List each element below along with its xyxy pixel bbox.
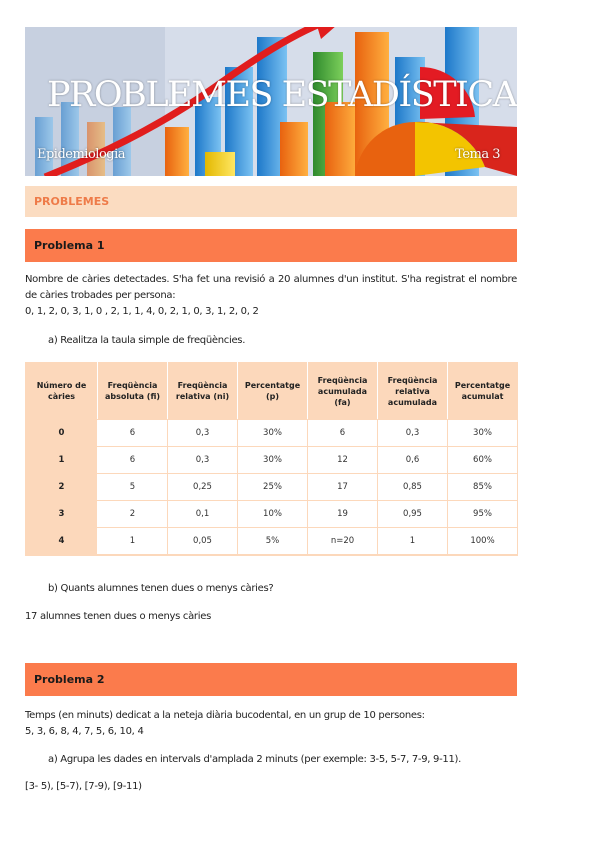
section-header bbox=[25, 186, 517, 217]
header-cell: Freqüència acumulada (fa) bbox=[308, 363, 378, 420]
table-cell: 17 bbox=[308, 474, 378, 501]
problem-2-statement: Temps (en minuts) dedicat a la neteja diària bucodental, en un grup de 10 persones: bbox=[25, 710, 425, 721]
table-header-row bbox=[26, 363, 518, 420]
header-cell: Número de càries bbox=[26, 363, 98, 420]
table-cell: 30% bbox=[448, 420, 518, 447]
table-row bbox=[26, 528, 518, 556]
table-cell: 6 bbox=[98, 447, 168, 474]
table-cell: 0,25 bbox=[168, 474, 238, 501]
table-cell: 95% bbox=[448, 501, 518, 528]
problem-1-question-b: b) Quants alumnes tenen dues o menys càries? bbox=[48, 583, 274, 594]
table-cell: 30% bbox=[238, 447, 308, 474]
table-cell: 0,1 bbox=[168, 501, 238, 528]
table-cell: 5% bbox=[238, 528, 308, 556]
table-row bbox=[26, 474, 518, 501]
table-cell: n=20 bbox=[308, 528, 378, 556]
table-cell: 0,95 bbox=[378, 501, 448, 528]
topic-label: Tema 3 bbox=[455, 147, 500, 162]
table-cell: 85% bbox=[448, 474, 518, 501]
section-title: PROBLEMES bbox=[34, 195, 110, 208]
table-row bbox=[26, 447, 518, 474]
problem-2-question-a: a) Agrupa les dades en intervals d'amplada 2 minuts (per exemple: 3-5, 5-7, 7-9, 9-11). bbox=[48, 754, 462, 765]
document-title: PROBLEMES ESTADÍSTICA bbox=[47, 75, 517, 115]
table-cell: 5 bbox=[98, 474, 168, 501]
problem-1-statement: Nombre de càries detectades. S'ha fet una revisió a 20 alumnes d'un institut. S'ha registrat el nombre de càries trobades per persona: bbox=[25, 274, 517, 301]
table-cell: 100% bbox=[448, 528, 518, 556]
table-cell: 1 bbox=[378, 528, 448, 556]
table-cell: 1 bbox=[98, 528, 168, 556]
header-banner bbox=[25, 27, 517, 176]
header-cell: Percentatge (p) bbox=[238, 363, 308, 420]
table-cell: 60% bbox=[448, 447, 518, 474]
header-cell: Freqüència absoluta (fi) bbox=[98, 363, 168, 420]
table-cell: 1 bbox=[26, 447, 98, 474]
table-row bbox=[26, 501, 518, 528]
problem-1-title: Problema 1 bbox=[34, 239, 105, 252]
frequency-table bbox=[25, 362, 518, 556]
table-cell: 4 bbox=[26, 528, 98, 556]
header-cell: Freqüència relativa (ni) bbox=[168, 363, 238, 420]
table-cell: 0 bbox=[26, 420, 98, 447]
problem-2-header bbox=[25, 663, 517, 696]
table-cell: 19 bbox=[308, 501, 378, 528]
problem-2-title: Problema 2 bbox=[34, 673, 105, 686]
table-row bbox=[26, 420, 518, 447]
table-cell: 12 bbox=[308, 447, 378, 474]
table-cell: 6 bbox=[98, 420, 168, 447]
table-cell: 0,3 bbox=[168, 447, 238, 474]
problem-1-header bbox=[25, 229, 517, 262]
problem-1-data: 0, 1, 2, 0, 3, 1, 0 , 2, 1, 1, 4, 0, 2, 1, 0, 3, 1, 2, 0, 2 bbox=[25, 306, 259, 317]
table-cell: 25% bbox=[238, 474, 308, 501]
table-cell: 0,6 bbox=[378, 447, 448, 474]
table-cell: 0,85 bbox=[378, 474, 448, 501]
problem-2-answer-a: [3- 5), [5-7), [7-9), [9-11) bbox=[25, 781, 142, 792]
table-cell: 0,3 bbox=[378, 420, 448, 447]
table-cell: 6 bbox=[308, 420, 378, 447]
table-cell: 30% bbox=[238, 420, 308, 447]
table-cell: 10% bbox=[238, 501, 308, 528]
table-cell: 3 bbox=[26, 501, 98, 528]
table-cell: 2 bbox=[26, 474, 98, 501]
header-cell: Percentatge acumulat bbox=[448, 363, 518, 420]
table-cell: 0,05 bbox=[168, 528, 238, 556]
header-cell: Freqüència relativa acumulada bbox=[378, 363, 448, 420]
subject-label: Epidemiologia bbox=[37, 147, 126, 162]
problem-1-question-a: a) Realitza la taula simple de freqüències. bbox=[48, 335, 246, 346]
table-cell: 0,3 bbox=[168, 420, 238, 447]
problem-1-answer-b: 17 alumnes tenen dues o menys càries bbox=[25, 611, 211, 622]
problem-2-data: 5, 3, 6, 8, 4, 7, 5, 6, 10, 4 bbox=[25, 726, 144, 737]
table-cell: 2 bbox=[98, 501, 168, 528]
